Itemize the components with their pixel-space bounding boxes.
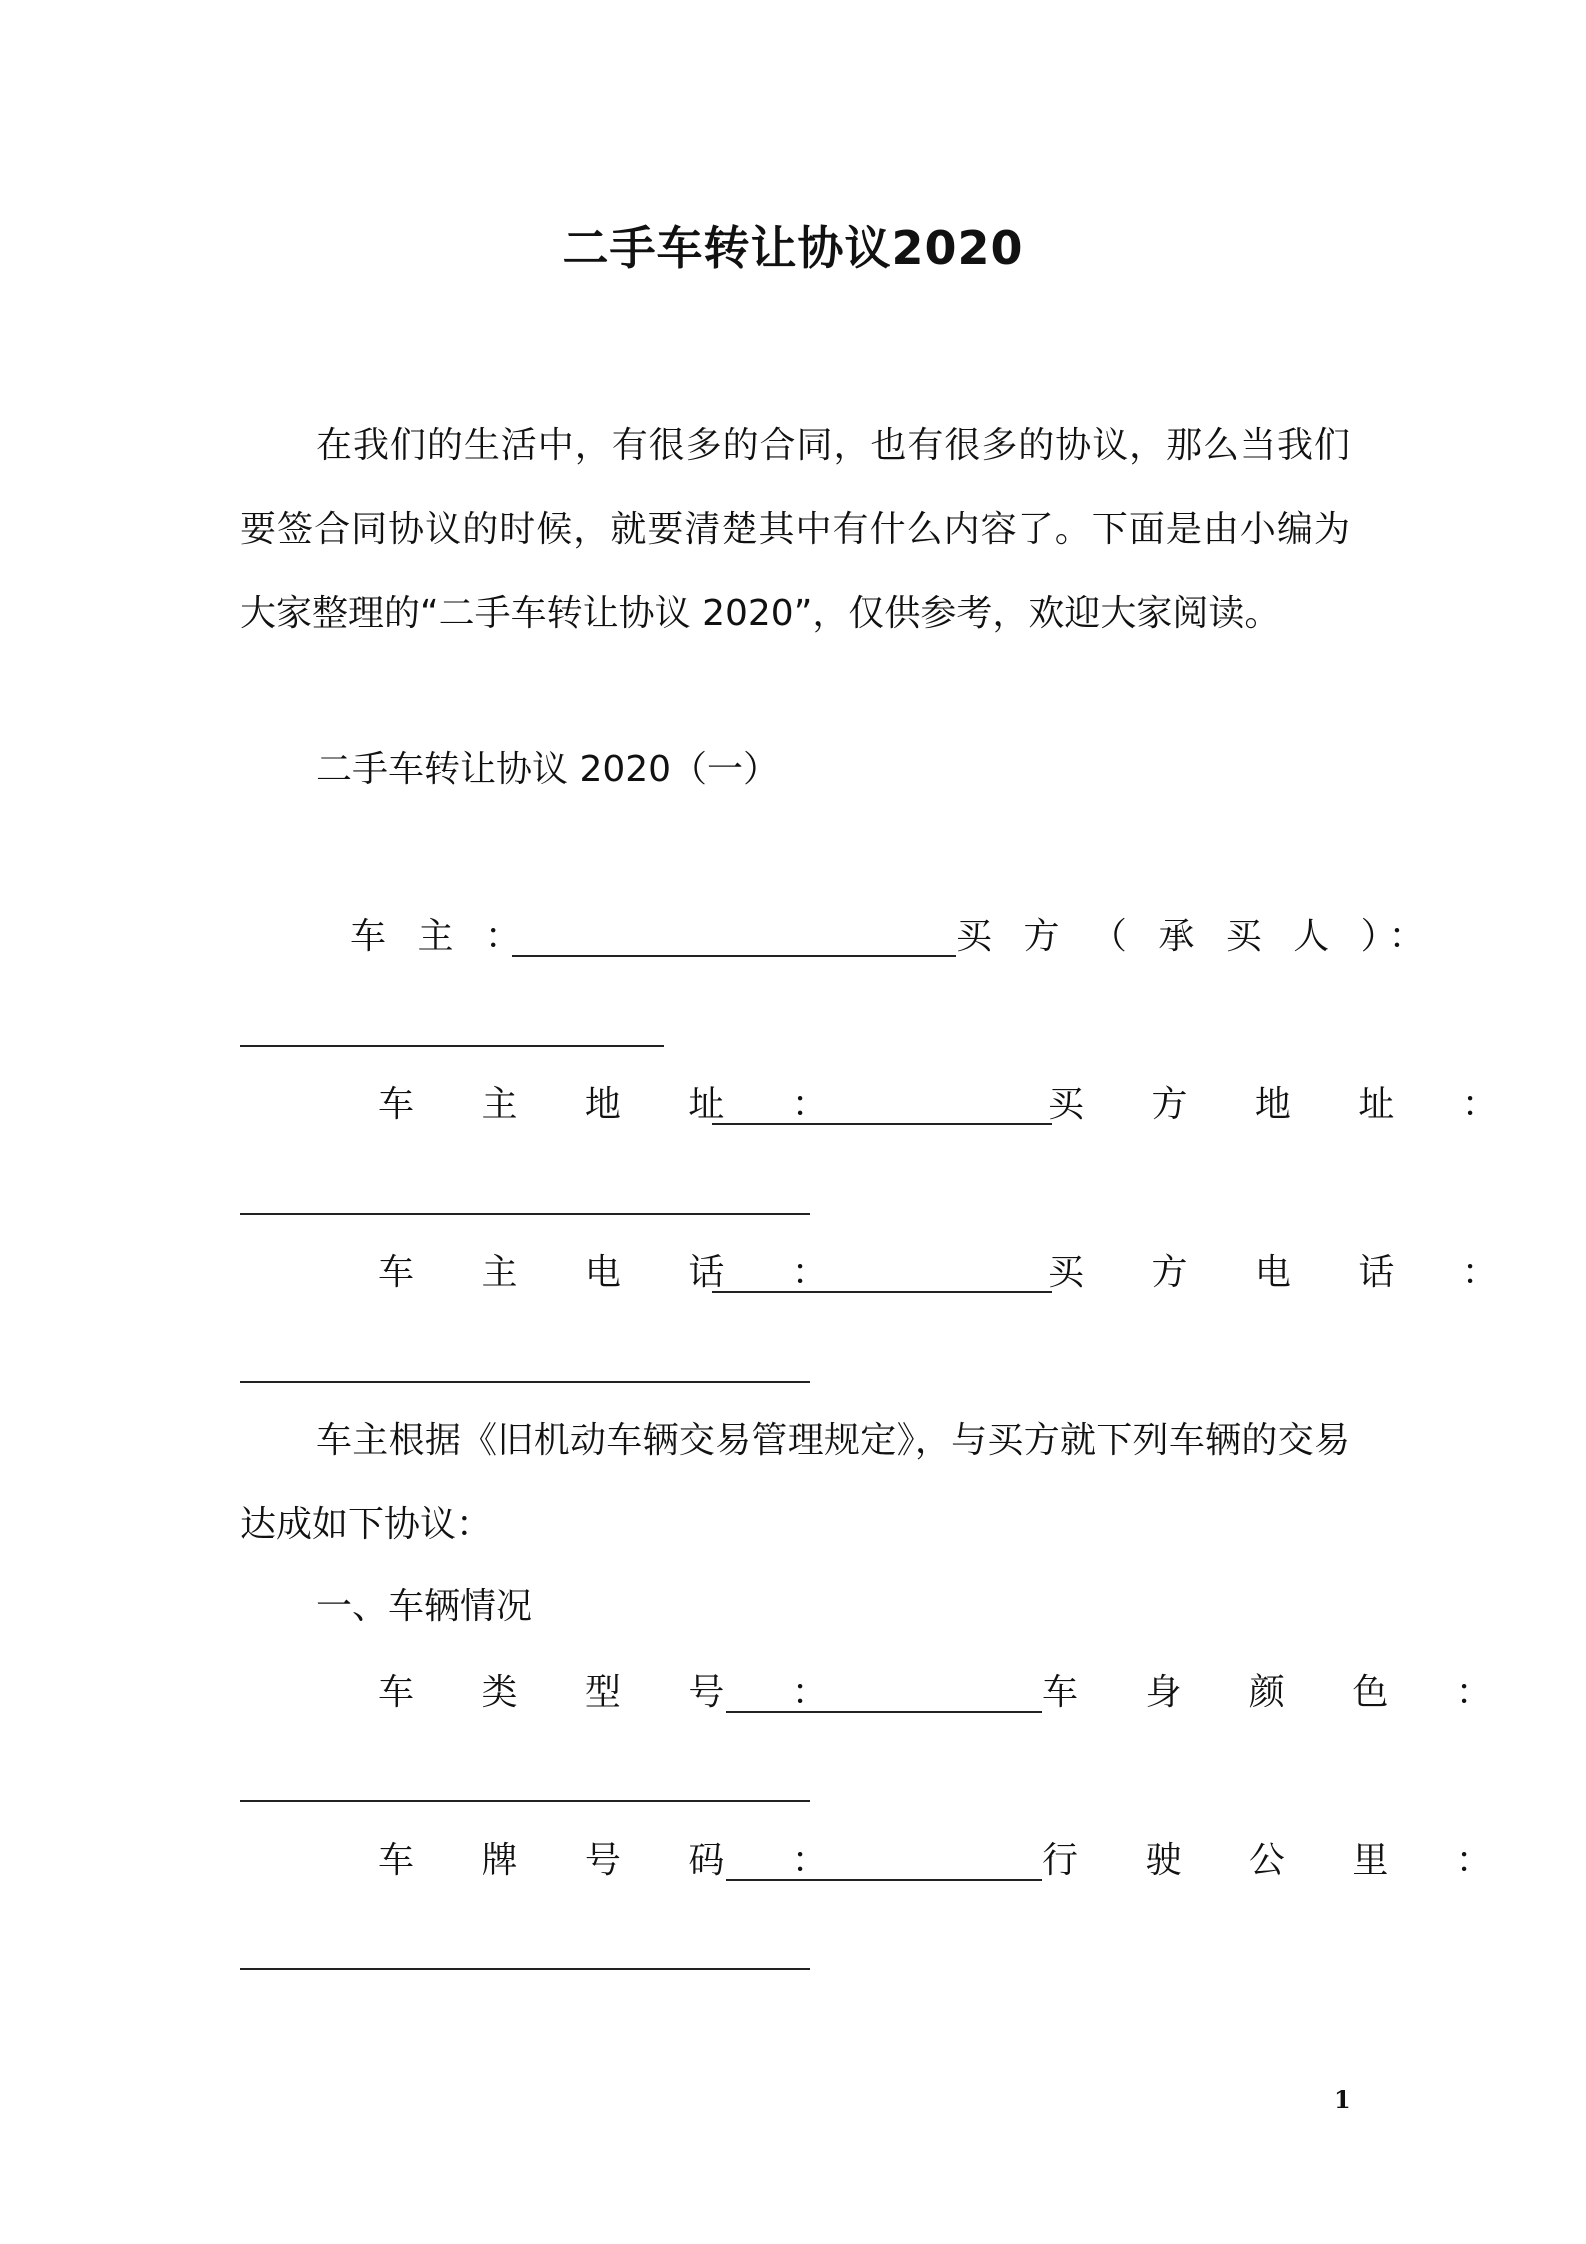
buyer-phone-blank [240,1381,810,1383]
plate-number-blank [726,1879,1042,1881]
section-title: 二手车转让协议 2020（一） [316,749,780,790]
owner-address-label: 车 主 地 址 ： [378,1084,856,1125]
buyer-blank [240,1045,664,1047]
buyer-phone-label: 买 方 电 话 ： [1048,1252,1526,1293]
buyer-label: 买 方 （ 承 买 人 ）： [956,916,1435,957]
page-number: 1 [1334,2085,1351,2114]
mileage-blank [240,1968,810,1970]
mileage-label: 行 驶 公 里 ： [1042,1840,1520,1881]
owner-phone-blank [712,1291,1052,1293]
owner-address-blank [712,1123,1052,1125]
owner-phone-label: 车 主 电 话 ： [378,1252,856,1293]
document-title: 二手车转让协议2020 [562,221,1024,275]
vehicle-section-title: 一、车辆情况 [316,1586,533,1627]
buyer-address-blank [240,1213,810,1215]
vehicle-model-blank [726,1711,1042,1713]
plate-number-label: 车 牌 号 码 ： [378,1840,856,1881]
buyer-address-label: 买 方 地 址 ： [1048,1084,1526,1125]
owner-blank [512,955,956,957]
owner-label: 车 主 ： [350,916,531,957]
vehicle-color-label: 车 身 颜 色 ： [1042,1672,1520,1713]
intro-paragraph: 在我们的生活中，有很多的合同，也有很多的协议，那么当我们要签合同协议的时候，就要清楚其中有什么内容了。下面是由小编为大家整理的“二手车转让协议 2020”，仅供参考，欢迎大家阅读。 [240,425,1350,634]
agreement-paragraph: 车主根据《旧机动车辆交易管理规定》，与买方就下列车辆的交易达成如下协议： [240,1420,1350,1545]
vehicle-model-label: 车 类 型 号 ： [378,1672,856,1713]
vehicle-color-blank [240,1800,810,1802]
